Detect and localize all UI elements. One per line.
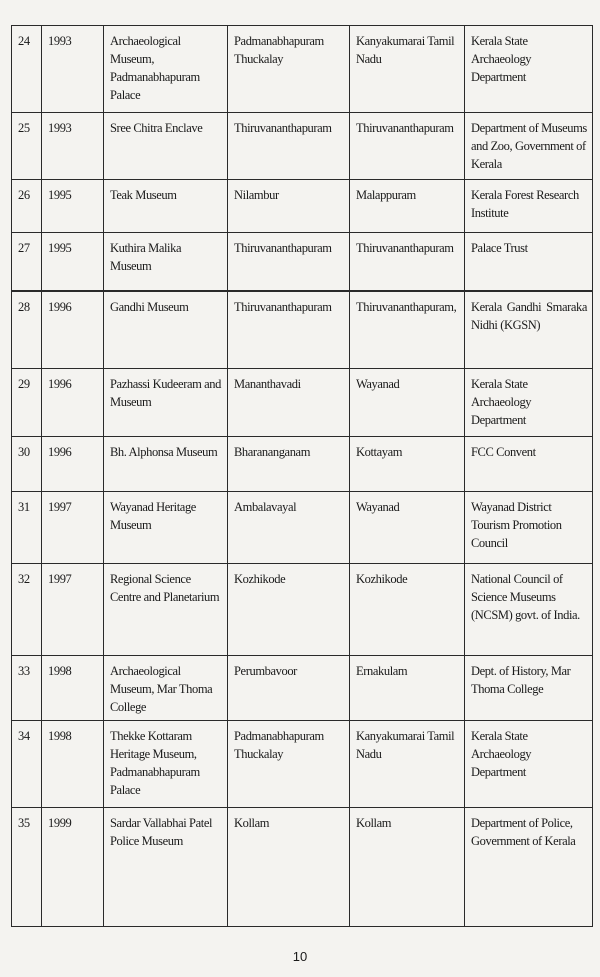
museum-name-cell: Teak Museum	[104, 180, 228, 233]
table-row	[12, 180, 593, 233]
table-row	[12, 113, 593, 180]
district-cell: Thiruvananthapuram,	[350, 291, 465, 369]
serial-number-cell: 32	[12, 564, 42, 656]
year-cell: 1999	[42, 808, 104, 927]
district-cell: Kanyakumarai Tamil Nadu	[350, 721, 465, 808]
serial-number-cell: 26	[12, 180, 42, 233]
serial-number-cell: 33	[12, 656, 42, 721]
district-cell: Wayanad	[350, 492, 465, 564]
place-cell: Mananthavadi	[228, 369, 350, 437]
place-cell: Bharananganam	[228, 437, 350, 492]
year-cell: 1998	[42, 656, 104, 721]
place-cell: Padmanabhapuram Thuckalay	[228, 26, 350, 113]
table-row	[12, 369, 593, 437]
year-cell: 1997	[42, 564, 104, 656]
museum-name-cell: Archaeological Museum, Mar Thoma College	[104, 656, 228, 721]
district-cell: Thiruvananthapuram	[350, 233, 465, 291]
serial-number-cell: 31	[12, 492, 42, 564]
district-cell: Malappuram	[350, 180, 465, 233]
table-row	[12, 721, 593, 808]
serial-number-cell: 35	[12, 808, 42, 927]
museum-name-cell: Regional Science Centre and Planetarium	[104, 564, 228, 656]
district-cell: Kozhikode	[350, 564, 465, 656]
serial-number-cell: 29	[12, 369, 42, 437]
owner-cell: Department of Museums and Zoo, Government of Kerala	[465, 113, 593, 180]
table-row	[12, 233, 593, 291]
owner-cell: FCC Convent	[465, 437, 593, 492]
serial-number-cell: 28	[12, 291, 42, 369]
place-cell: Thiruvananthapuram	[228, 113, 350, 180]
district-cell: Thiruvananthapuram	[350, 113, 465, 180]
museum-name-cell: Sree Chitra Enclave	[104, 113, 228, 180]
owner-cell: Kerala Gandhi Smaraka Nidhi (KGSN)	[465, 291, 593, 369]
owner-cell: Department of Police, Government of Kerala	[465, 808, 593, 927]
year-cell: 1996	[42, 369, 104, 437]
year-cell: 1993	[42, 26, 104, 113]
place-cell: Kozhikode	[228, 564, 350, 656]
museum-table	[11, 25, 593, 927]
year-cell: 1993	[42, 113, 104, 180]
museum-name-cell: Gandhi Museum	[104, 291, 228, 369]
museum-name-cell: Bh. Alphonsa Museum	[104, 437, 228, 492]
owner-cell: Wayanad District Tourism Promotion Council	[465, 492, 593, 564]
district-cell: Ernakulam	[350, 656, 465, 721]
place-cell: Perumbavoor	[228, 656, 350, 721]
year-cell: 1995	[42, 233, 104, 291]
serial-number-cell: 27	[12, 233, 42, 291]
owner-cell: Kerala State Archaeology Department	[465, 721, 593, 808]
district-cell: Kottayam	[350, 437, 465, 492]
museum-name-cell: Pazhassi Kudeeram and Museum	[104, 369, 228, 437]
place-cell: Padmanabhapuram Thuckalay	[228, 721, 350, 808]
district-cell: Wayanad	[350, 369, 465, 437]
serial-number-cell: 30	[12, 437, 42, 492]
serial-number-cell: 25	[12, 113, 42, 180]
year-cell: 1998	[42, 721, 104, 808]
table-row	[12, 564, 593, 656]
table-row	[12, 26, 593, 113]
museum-name-cell: Sardar Vallabhai Patel Police Museum	[104, 808, 228, 927]
table-row	[12, 291, 593, 369]
year-cell: 1997	[42, 492, 104, 564]
year-cell: 1996	[42, 291, 104, 369]
year-cell: 1996	[42, 437, 104, 492]
place-cell: Thiruvananthapuram	[228, 233, 350, 291]
table-row	[12, 808, 593, 927]
museum-name-cell: Kuthira Malika Museum	[104, 233, 228, 291]
place-cell: Nilambur	[228, 180, 350, 233]
table-row	[12, 437, 593, 492]
owner-cell: Palace Trust	[465, 233, 593, 291]
page-number: 10	[292, 949, 308, 964]
serial-number-cell: 34	[12, 721, 42, 808]
table-row	[12, 492, 593, 564]
table-row	[12, 656, 593, 721]
place-cell: Ambalavayal	[228, 492, 350, 564]
owner-cell: Dept. of History, Mar Thoma College	[465, 656, 593, 721]
owner-cell: National Council of Science Museums (NCSM) govt. of India.	[465, 564, 593, 656]
district-cell: Kanyakumarai Tamil Nadu	[350, 26, 465, 113]
owner-cell: Kerala State Archaeology Department	[465, 369, 593, 437]
museum-name-cell: Wayanad Heritage Museum	[104, 492, 228, 564]
serial-number-cell: 24	[12, 26, 42, 113]
place-cell: Thiruvananthapuram	[228, 291, 350, 369]
owner-cell: Kerala State Archaeology Department	[465, 26, 593, 113]
district-cell: Kollam	[350, 808, 465, 927]
museum-name-cell: Thekke Kottaram Heritage Museum, Padmanabhapuram Palace	[104, 721, 228, 808]
year-cell: 1995	[42, 180, 104, 233]
place-cell: Kollam	[228, 808, 350, 927]
owner-cell: Kerala Forest Research Institute	[465, 180, 593, 233]
museum-name-cell: Archaeological Museum, Padmanabhapuram Palace	[104, 26, 228, 113]
